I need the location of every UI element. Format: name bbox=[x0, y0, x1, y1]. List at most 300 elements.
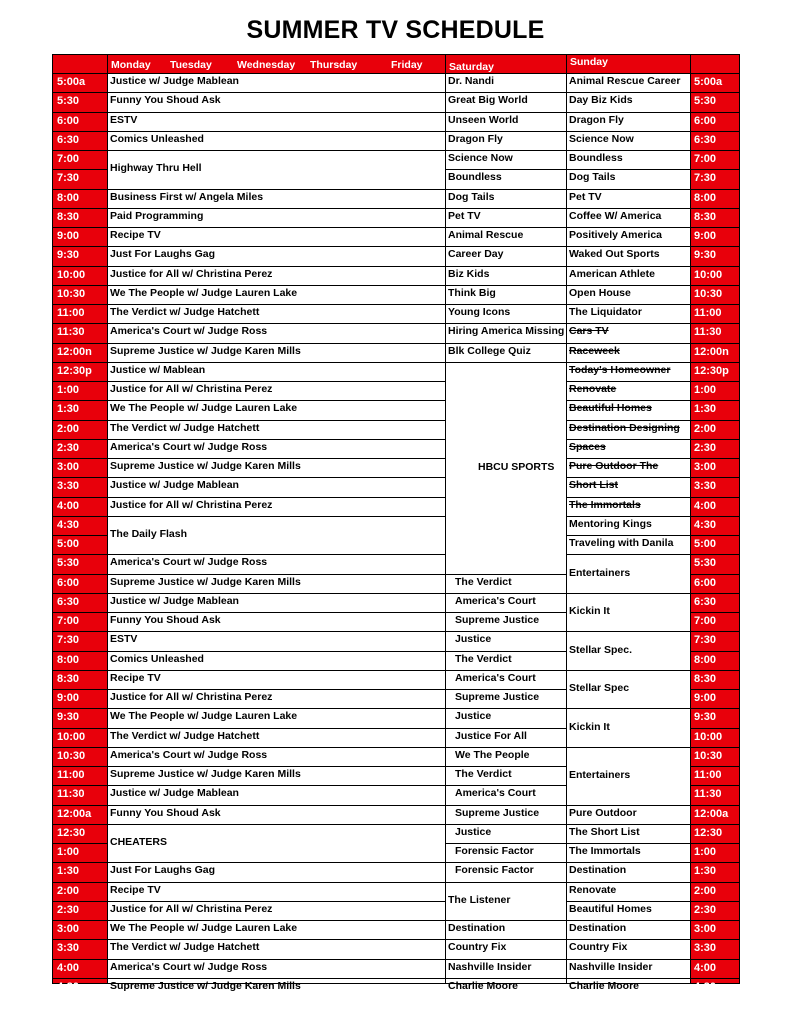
row-divider bbox=[107, 882, 445, 883]
time-label-right: 4:00 bbox=[694, 962, 717, 974]
time-label-right: 9:00 bbox=[694, 692, 717, 704]
row-divider bbox=[107, 400, 445, 401]
sunday-program: Renovate bbox=[569, 884, 617, 896]
row-divider bbox=[690, 246, 739, 247]
time-label-right: 2:30 bbox=[694, 442, 717, 454]
row-divider bbox=[53, 362, 107, 363]
weekday-program: America's Court w/ Judge Ross bbox=[110, 961, 268, 973]
row-divider bbox=[690, 304, 739, 305]
row-divider bbox=[53, 554, 107, 555]
row-divider bbox=[690, 631, 739, 632]
row-divider bbox=[53, 169, 107, 170]
time-label-right: 8:30 bbox=[694, 673, 717, 685]
row-divider bbox=[690, 323, 739, 324]
row-divider bbox=[53, 208, 107, 209]
row-divider bbox=[690, 805, 739, 806]
time-label-right: 6:00 bbox=[694, 577, 717, 589]
row-divider bbox=[53, 689, 107, 690]
weekday-program: Funny You Shoud Ask bbox=[110, 614, 221, 626]
row-divider bbox=[690, 612, 739, 613]
weekday-program: Comics Unleashed bbox=[110, 653, 204, 665]
sunday-program: Destination Designing bbox=[569, 422, 680, 434]
saturday-program: Dr. Nandi bbox=[448, 75, 495, 87]
saturday-program: The Verdict bbox=[455, 576, 512, 588]
saturday-program: Justice bbox=[455, 633, 492, 645]
row-divider bbox=[53, 246, 107, 247]
row-divider bbox=[690, 189, 739, 190]
weekday-program: Justice for All w/ Christina Perez bbox=[110, 499, 273, 511]
row-divider bbox=[690, 708, 739, 709]
row-divider bbox=[445, 208, 566, 209]
row-divider bbox=[690, 477, 739, 478]
row-divider bbox=[566, 747, 690, 748]
header-saturday: Saturday bbox=[449, 61, 494, 73]
saturday-program: Animal Rescue bbox=[448, 229, 524, 241]
row-divider bbox=[53, 420, 107, 421]
row-divider bbox=[53, 477, 107, 478]
row-divider bbox=[53, 862, 107, 863]
row-divider bbox=[690, 785, 739, 786]
time-label-right: 8:30 bbox=[694, 211, 717, 223]
weekday-program: America's Court w/ Judge Ross bbox=[110, 749, 268, 761]
saturday-program: Justice For All bbox=[455, 730, 527, 742]
saturday-program: The Verdict bbox=[455, 653, 512, 665]
saturday-program: Pet TV bbox=[448, 210, 481, 222]
row-divider bbox=[107, 978, 445, 979]
row-divider bbox=[107, 708, 445, 709]
row-divider bbox=[690, 439, 739, 440]
row-divider bbox=[53, 227, 107, 228]
row-divider bbox=[445, 631, 566, 632]
time-label-right: 11:00 bbox=[694, 307, 722, 319]
row-divider bbox=[690, 959, 739, 960]
weekday-program: Supreme Justice w/ Judge Karen Mills bbox=[110, 345, 301, 357]
time-label-left: 7:30 bbox=[57, 172, 80, 184]
row-divider bbox=[107, 747, 445, 748]
time-label-left: 9:30 bbox=[57, 711, 80, 723]
weekday-program: Recipe TV bbox=[110, 672, 161, 684]
time-label-right: 6:30 bbox=[694, 596, 717, 608]
saturday-program: Career Day bbox=[448, 248, 504, 260]
row-divider bbox=[53, 708, 107, 709]
weekday-program: The Verdict w/ Judge Hatchett bbox=[110, 306, 260, 318]
saturday-program: Country Fix bbox=[448, 941, 507, 953]
row-divider bbox=[690, 574, 739, 575]
row-divider bbox=[690, 593, 739, 594]
header-monday: Monday bbox=[111, 59, 151, 71]
weekday-program: ESTV bbox=[110, 633, 138, 645]
sunday-program: Destination bbox=[569, 864, 627, 876]
row-divider bbox=[53, 516, 107, 517]
time-label-left: 10:30 bbox=[57, 288, 86, 300]
row-divider bbox=[107, 112, 445, 113]
sunday-program: Beautiful Homes bbox=[569, 903, 652, 915]
divider bbox=[107, 55, 108, 983]
time-label-left: 8:30 bbox=[57, 211, 80, 223]
time-label-right: 5:30 bbox=[694, 95, 717, 107]
row-divider bbox=[566, 882, 690, 883]
time-label-left: 7:00 bbox=[57, 153, 80, 165]
row-divider bbox=[566, 285, 690, 286]
time-label-left: 12:00a bbox=[57, 808, 92, 820]
sunday-program: Stellar Spec bbox=[569, 682, 630, 694]
row-divider bbox=[53, 939, 107, 940]
time-label-left: 2:00 bbox=[57, 885, 80, 897]
saturday-program: Justice bbox=[455, 826, 492, 838]
row-divider bbox=[107, 901, 445, 902]
row-divider bbox=[53, 959, 107, 960]
sunday-program: Dog Tails bbox=[569, 171, 616, 183]
row-divider bbox=[445, 708, 566, 709]
sunday-program: Renovate bbox=[569, 383, 617, 395]
saturday-program: Unseen World bbox=[448, 114, 519, 126]
row-divider bbox=[690, 343, 739, 344]
row-divider bbox=[107, 285, 445, 286]
time-label-left: 3:00 bbox=[57, 923, 80, 935]
time-label-left: 2:00 bbox=[57, 423, 80, 435]
weekday-program: Justice for All w/ Christina Perez bbox=[110, 383, 273, 395]
saturday-program: America's Court bbox=[455, 672, 536, 684]
time-label-right: 7:30 bbox=[694, 172, 717, 184]
row-divider bbox=[566, 266, 690, 267]
row-divider bbox=[107, 266, 445, 267]
sunday-program: Pure Outdoor bbox=[569, 807, 637, 819]
row-divider bbox=[566, 959, 690, 960]
time-label-right: 3:30 bbox=[694, 942, 717, 954]
sunday-program: Waked Out Sports bbox=[569, 248, 660, 260]
row-divider bbox=[690, 516, 739, 517]
row-divider bbox=[566, 439, 690, 440]
row-divider bbox=[690, 208, 739, 209]
row-divider bbox=[107, 593, 445, 594]
row-divider bbox=[566, 978, 690, 979]
row-divider bbox=[445, 785, 566, 786]
time-label-left: 12:30 bbox=[57, 827, 86, 839]
time-label-right: 12:00n bbox=[694, 346, 729, 358]
row-divider bbox=[107, 612, 445, 613]
saturday-program: Dragon Fly bbox=[448, 133, 503, 145]
time-label-left: 6:00 bbox=[57, 577, 80, 589]
saturday-program: Dog Tails bbox=[448, 191, 495, 203]
row-divider bbox=[107, 689, 445, 690]
saturday-program: Forensic Factor bbox=[455, 845, 534, 857]
sunday-program: Raceweek bbox=[569, 345, 620, 357]
row-divider bbox=[690, 112, 739, 113]
row-divider bbox=[690, 458, 739, 459]
row-divider bbox=[566, 824, 690, 825]
row-divider bbox=[566, 246, 690, 247]
time-label-left: 7:00 bbox=[57, 615, 80, 627]
sunday-program: Pure Outdoor The bbox=[569, 460, 659, 472]
row-divider bbox=[53, 535, 107, 536]
time-label-right: 9:30 bbox=[694, 711, 717, 723]
saturday-program: HBCU SPORTS bbox=[478, 461, 555, 473]
saturday-program: Great Big World bbox=[448, 94, 528, 106]
row-divider bbox=[445, 689, 566, 690]
row-divider bbox=[690, 920, 739, 921]
row-divider bbox=[53, 439, 107, 440]
row-divider bbox=[53, 497, 107, 498]
time-label-right: 9:30 bbox=[694, 249, 717, 261]
row-divider bbox=[53, 728, 107, 729]
saturday-program: Blk College Quiz bbox=[448, 345, 531, 357]
saturday-program: Supreme Justice bbox=[455, 614, 540, 626]
row-divider bbox=[690, 150, 739, 151]
row-divider bbox=[53, 670, 107, 671]
row-divider bbox=[53, 343, 107, 344]
time-label-left: 6:30 bbox=[57, 596, 80, 608]
time-label-left: 1:00 bbox=[57, 384, 80, 396]
weekday-program: Supreme Justice w/ Judge Karen Mills bbox=[110, 576, 301, 588]
row-divider bbox=[690, 381, 739, 382]
row-divider bbox=[690, 554, 739, 555]
saturday-program: Hiring America Missing bbox=[448, 325, 565, 337]
weekday-program: CHEATERS bbox=[110, 836, 167, 848]
row-divider bbox=[566, 901, 690, 902]
time-label-right: 2:30 bbox=[694, 904, 717, 916]
saturday-program: Think Big bbox=[448, 287, 496, 299]
row-divider bbox=[107, 227, 445, 228]
saturday-program: Destination bbox=[448, 922, 506, 934]
time-label-left: 5:00a bbox=[57, 76, 86, 88]
row-divider bbox=[107, 304, 445, 305]
time-label-right: 10:30 bbox=[694, 750, 723, 762]
saturday-program: America's Court bbox=[455, 787, 536, 799]
time-label-left: 4:30 bbox=[57, 519, 80, 531]
time-label-left: 11:00 bbox=[57, 307, 85, 319]
row-divider bbox=[107, 420, 445, 421]
row-divider bbox=[107, 362, 445, 363]
header-sunday: Sunday bbox=[570, 56, 608, 68]
row-divider bbox=[445, 651, 566, 652]
row-divider bbox=[107, 131, 445, 132]
time-label-left: 2:30 bbox=[57, 442, 80, 454]
time-label-left: 9:00 bbox=[57, 692, 80, 704]
row-divider bbox=[445, 766, 566, 767]
sunday-program: Kickin It bbox=[569, 721, 610, 733]
time-label-right: 2:00 bbox=[694, 885, 717, 897]
row-divider bbox=[445, 670, 566, 671]
row-divider bbox=[107, 824, 445, 825]
saturday-program: The Verdict bbox=[455, 768, 512, 780]
time-label-left: 8:00 bbox=[57, 192, 80, 204]
saturday-program: Justice bbox=[455, 710, 492, 722]
row-divider bbox=[566, 362, 690, 363]
row-divider bbox=[107, 939, 445, 940]
time-label-left: 7:30 bbox=[57, 634, 80, 646]
header-wednesday: Wednesday bbox=[237, 59, 296, 71]
time-label-right: 8:00 bbox=[694, 192, 717, 204]
row-divider bbox=[566, 169, 690, 170]
row-divider bbox=[566, 208, 690, 209]
row-divider bbox=[445, 920, 566, 921]
row-divider bbox=[53, 73, 739, 74]
row-divider bbox=[53, 593, 107, 594]
time-label-right: 12:30 bbox=[694, 827, 723, 839]
saturday-program: Boundless bbox=[448, 171, 502, 183]
row-divider bbox=[107, 439, 445, 440]
sunday-program: Stellar Spec. bbox=[569, 644, 633, 656]
row-divider bbox=[445, 862, 566, 863]
row-divider bbox=[566, 939, 690, 940]
time-label-left: 5:30 bbox=[57, 557, 80, 569]
time-label-left: 3:30 bbox=[57, 480, 80, 492]
row-divider bbox=[53, 574, 107, 575]
time-label-left: 9:00 bbox=[57, 230, 80, 242]
row-divider bbox=[53, 189, 107, 190]
saturday-program: Supreme Justice bbox=[455, 807, 540, 819]
row-divider bbox=[445, 169, 566, 170]
weekday-program: Funny You Shoud Ask bbox=[110, 94, 221, 106]
time-label-right: 6:30 bbox=[694, 134, 717, 146]
row-divider bbox=[107, 477, 445, 478]
row-divider bbox=[107, 497, 445, 498]
sunday-program: Coffee W/ America bbox=[569, 210, 662, 222]
row-divider bbox=[690, 266, 739, 267]
row-divider bbox=[690, 497, 739, 498]
row-divider bbox=[566, 805, 690, 806]
time-label-left: 6:30 bbox=[57, 134, 80, 146]
saturday-program: Forensic Factor bbox=[455, 864, 534, 876]
row-divider bbox=[445, 978, 566, 979]
sunday-program: Traveling with Danila bbox=[569, 537, 674, 549]
row-divider bbox=[107, 670, 445, 671]
saturday-program: Nashville Insider bbox=[448, 961, 532, 973]
row-divider bbox=[445, 843, 566, 844]
sunday-program: The Short List bbox=[569, 826, 640, 838]
time-label-left: 12:00n bbox=[57, 346, 92, 358]
row-divider bbox=[53, 150, 107, 151]
time-label-right: 1:30 bbox=[694, 865, 717, 877]
row-divider bbox=[566, 593, 690, 594]
row-divider bbox=[566, 131, 690, 132]
row-divider bbox=[690, 747, 739, 748]
weekday-program: Supreme Justice w/ Judge Karen Mills bbox=[110, 460, 301, 472]
page-title: SUMMER TV SCHEDULE bbox=[246, 16, 545, 44]
weekday-program: Justice w/ Judge Mablean bbox=[110, 75, 239, 87]
row-divider bbox=[53, 631, 107, 632]
row-divider bbox=[107, 574, 445, 575]
time-label-right: 2:00 bbox=[694, 423, 717, 435]
sunday-program: The Immortals bbox=[569, 499, 641, 511]
row-divider bbox=[445, 266, 566, 267]
row-divider bbox=[690, 227, 739, 228]
row-divider bbox=[53, 92, 107, 93]
time-label-left: 11:30 bbox=[57, 788, 85, 800]
row-divider bbox=[107, 651, 445, 652]
row-divider bbox=[53, 458, 107, 459]
row-divider bbox=[53, 766, 107, 767]
time-label-right: 3:30 bbox=[694, 480, 717, 492]
row-divider bbox=[107, 554, 445, 555]
row-divider bbox=[53, 901, 107, 902]
row-divider bbox=[53, 304, 107, 305]
row-divider bbox=[445, 612, 566, 613]
row-divider bbox=[566, 304, 690, 305]
sunday-program: Positively America bbox=[569, 229, 662, 241]
row-divider bbox=[445, 747, 566, 748]
row-divider bbox=[566, 323, 690, 324]
time-label-left: 1:00 bbox=[57, 846, 80, 858]
row-divider bbox=[690, 882, 739, 883]
row-divider bbox=[445, 323, 566, 324]
row-divider bbox=[566, 400, 690, 401]
weekday-program: Comics Unleashed bbox=[110, 133, 204, 145]
time-label-right: 3:00 bbox=[694, 461, 717, 473]
row-divider bbox=[566, 420, 690, 421]
row-divider bbox=[445, 92, 566, 93]
row-divider bbox=[107, 343, 445, 344]
weekday-program: ESTV bbox=[110, 114, 138, 126]
sunday-program: Entertainers bbox=[569, 567, 631, 579]
sunday-program: Pet TV bbox=[569, 191, 602, 203]
row-divider bbox=[107, 631, 445, 632]
row-divider bbox=[690, 939, 739, 940]
time-label-right: 11:00 bbox=[694, 769, 722, 781]
saturday-program: America's Court bbox=[455, 595, 536, 607]
row-divider bbox=[53, 381, 107, 382]
weekday-program: Justice for All w/ Christina Perez bbox=[110, 903, 273, 915]
time-label-left: 10:30 bbox=[57, 750, 86, 762]
time-label-left: 1:30 bbox=[57, 865, 80, 877]
row-divider bbox=[53, 266, 107, 267]
row-divider bbox=[107, 458, 445, 459]
row-divider bbox=[445, 189, 566, 190]
row-divider bbox=[445, 728, 566, 729]
row-divider bbox=[690, 92, 739, 93]
row-divider bbox=[53, 112, 107, 113]
weekday-program: We The People w/ Judge Lauren Lake bbox=[110, 402, 298, 414]
weekday-program: Highway Thru Hell bbox=[110, 162, 202, 174]
row-divider bbox=[445, 150, 566, 151]
sunday-program: Animal Rescue Career bbox=[569, 75, 681, 87]
weekday-program: Funny You Shoud Ask bbox=[110, 807, 221, 819]
row-divider bbox=[107, 208, 445, 209]
saturday-program: The Listener bbox=[448, 894, 511, 906]
sunday-program: Destination bbox=[569, 922, 627, 934]
sunday-program: Spaces bbox=[569, 441, 606, 453]
time-label-left: 4:00 bbox=[57, 500, 80, 512]
row-divider bbox=[690, 169, 739, 170]
row-divider bbox=[690, 400, 739, 401]
weekday-program: Justice w/ Judge Mablean bbox=[110, 479, 239, 491]
row-divider bbox=[445, 362, 566, 363]
header-tuesday: Tuesday bbox=[170, 59, 212, 71]
row-divider bbox=[690, 651, 739, 652]
time-label-right: 10:00 bbox=[694, 269, 723, 281]
time-label-right: 11:30 bbox=[694, 788, 722, 800]
saturday-program: Biz Kids bbox=[448, 268, 490, 280]
row-divider bbox=[690, 689, 739, 690]
row-divider bbox=[690, 535, 739, 536]
weekday-program: Justice w/ Judge Mablean bbox=[110, 787, 239, 799]
row-divider bbox=[566, 381, 690, 382]
row-divider bbox=[690, 978, 739, 979]
time-label-left: 12:30p bbox=[57, 365, 92, 377]
weekday-program: Justice w/ Judge Mablean bbox=[110, 595, 239, 607]
row-divider bbox=[566, 343, 690, 344]
row-divider bbox=[107, 766, 445, 767]
row-divider bbox=[107, 959, 445, 960]
sunday-program: Boundless bbox=[569, 152, 623, 164]
row-divider bbox=[566, 92, 690, 93]
time-label-right: 12:30p bbox=[694, 365, 729, 377]
row-divider bbox=[445, 939, 566, 940]
weekday-program: Paid Programming bbox=[110, 210, 204, 222]
row-divider bbox=[107, 862, 445, 863]
row-divider bbox=[53, 323, 107, 324]
time-label-left: 11:30 bbox=[57, 326, 85, 338]
